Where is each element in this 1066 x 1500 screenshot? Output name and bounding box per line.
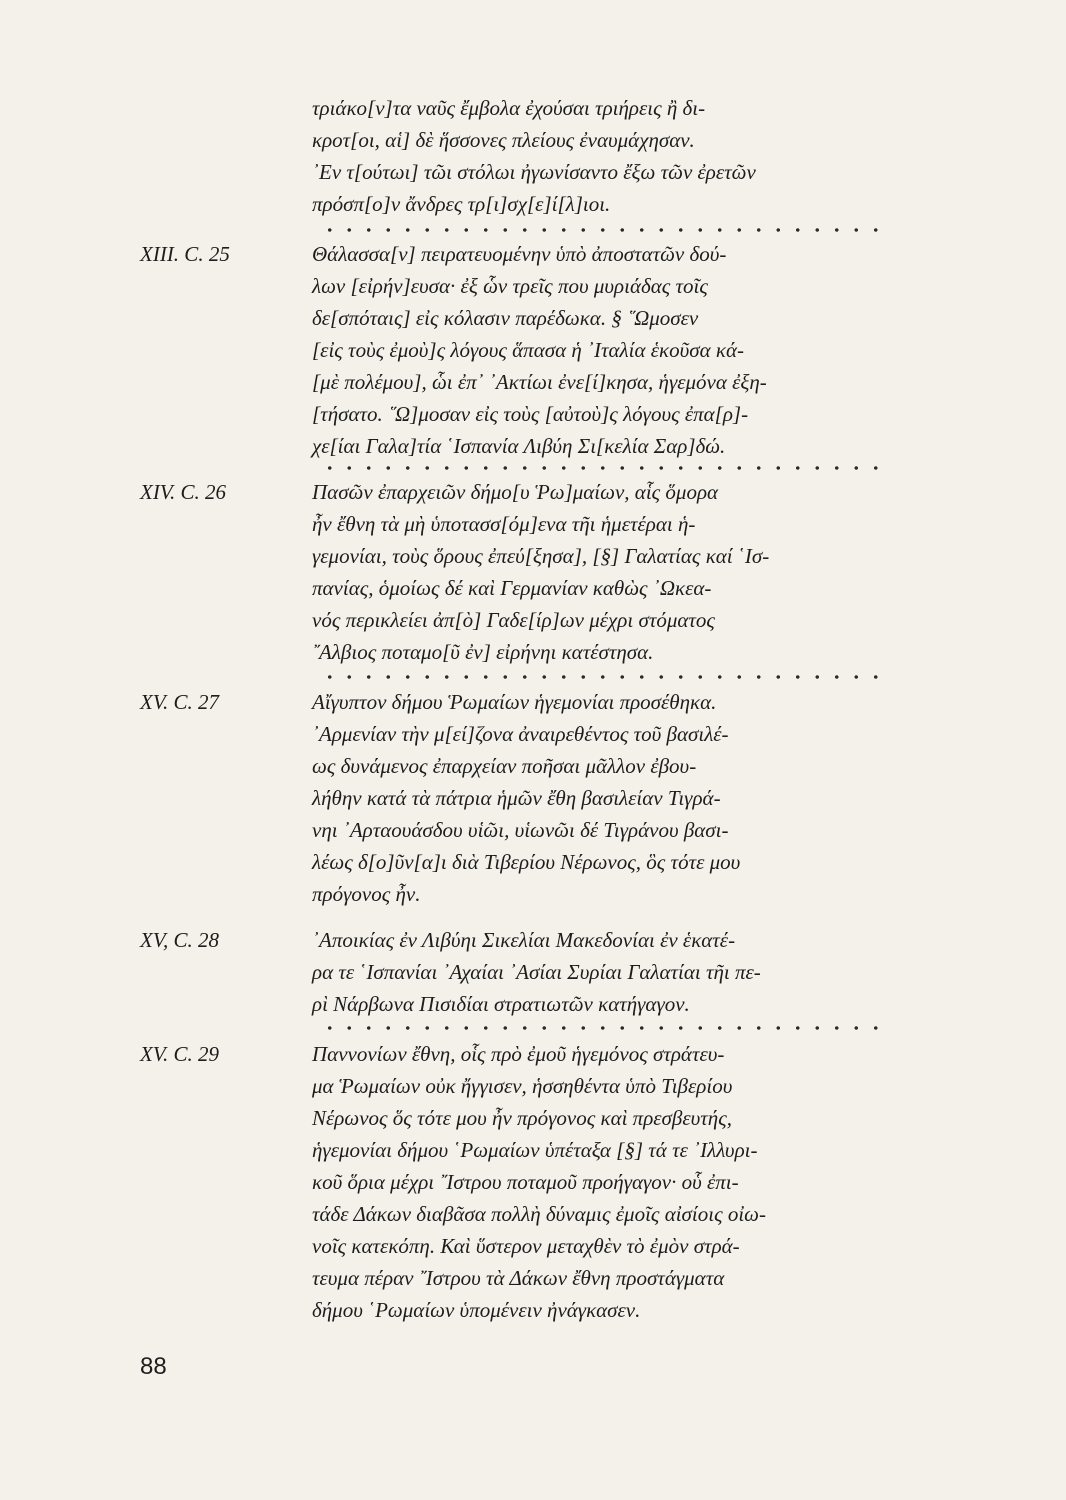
text-line: νηι ᾿Αρταουάσδου υἱῶι, υἱωνῶι δέ Τιγράνου βασι- bbox=[312, 818, 729, 842]
text-line: δε[σπόταις] εἰς κόλασιν παρέδωκα. § ῞Ωμοσεν bbox=[312, 306, 699, 330]
text-line: Νέρωνος ὅς τότε μου ἦν πρόγονος καὶ πρεσβευτής, bbox=[312, 1106, 732, 1130]
section-label: XIII. C. 25 bbox=[140, 242, 230, 266]
text-line: ᾿Εν τ[ούτωι] τῶι στόλωι ἠγωνίσαντο ἔξω τῶν ἐρετῶν bbox=[312, 160, 756, 184]
text-line: [μὲ πολέμου], ὧι ἐπ᾿ ᾿Ακτίωι ἐνε[ί]κησα, ἡγεμόνα ἐξη- bbox=[312, 370, 767, 394]
text-line: Παννονίων ἔθνη, οἷς πρὸ ἐμοῦ ἡγεμόνος στράτευ- bbox=[312, 1042, 725, 1066]
ellipsis-divider bbox=[320, 675, 890, 679]
text-line: τάδε Δάκων διαβᾶσα πολλὴ δύναμις ἐμοῖς αἰσίοις οἰω- bbox=[312, 1202, 767, 1226]
ellipsis-divider bbox=[320, 466, 890, 470]
text-line: ᾿Αποικίας ἐν Λιβύηι Σικελίαι Μακεδονίαι ἐν ἑκατέ- bbox=[312, 928, 736, 952]
text-line: Αἴγυπτον δήμου Ῥωμαίων ἡγεμονίαι προσέθηκα. bbox=[312, 690, 717, 714]
text-line: Θάλασσα[ν] πειρατευομένην ὑπὸ ἀποστατῶν δού- bbox=[312, 242, 727, 266]
text-line: λέως δ[ο]ῦν[α]ι διὰ Τιβερίου Νέρωνος, ὃς τότε μου bbox=[312, 850, 741, 874]
text-line: νός περικλείει ἀπ[ὸ] Γαδε[ίρ]ων μέχρι στόματος bbox=[312, 608, 715, 632]
text-line: [τήσατο. ῞Ω]μοσαν εἰς τοὺς [αὐτοὺ]ς λόγους ἐπα[ρ]- bbox=[312, 402, 749, 426]
text-line: γεμονίαι, τοὺς ὅρους ἐπεύ[ξησα], [§] Γαλατίας καί ῾Ισ- bbox=[312, 544, 770, 568]
ellipsis-divider bbox=[320, 228, 890, 232]
text-line: ρὶ Νάρβωνα Πισιδίαι στρατιωτῶν κατήγαγον. bbox=[312, 992, 690, 1016]
section-label: XV, C. 28 bbox=[140, 928, 219, 952]
text-line: πρόσπ[ο]ν ἄνδρες τρ[ι]σχ[ε]ί[λ]ιοι. bbox=[312, 192, 611, 216]
text-line: κροτ[οι, αἱ] δὲ ἥσσονες πλείους ἐναυμάχησαν. bbox=[312, 128, 695, 152]
text-line: πρόγονος ἦν. bbox=[312, 882, 421, 906]
text-line: ρα τε ῾Ισπανίαι ᾿Αχαίαι ᾿Ασίαι Συρίαι Γαλατίαι τῆι πε- bbox=[312, 960, 761, 984]
text-line: λων [εἰρήν]ευσα· ἐξ ὧν τρεῖς που μυριάδας τοῖς bbox=[312, 274, 708, 298]
section-label: XV. C. 27 bbox=[140, 690, 219, 714]
text-line: ἡγεμονίαι δήμου ῾Ρωμαίων ὑπέταξα [§] τά τε ᾿Ιλλυρι- bbox=[312, 1138, 758, 1162]
text-line: τριάκο[ν]τα ναῦς ἔμβολα ἐχούσαι τριήρεις ἢ δι- bbox=[312, 96, 706, 120]
text-line: ως δυνάμενος ἐπαρχείαν ποῆσαι μᾶλλον ἐβου- bbox=[312, 754, 697, 778]
text-line: τευμα πέραν ῎Ιστρου τὰ Δάκων ἔθνη προστάγματα bbox=[312, 1266, 725, 1290]
text-line: δήμου ῾Ρωμαίων ὑπομένειν ἠνάγκασεν. bbox=[312, 1298, 641, 1322]
text-line: Πασῶν ἐπαρχειῶν δήμο[υ Ῥω]μαίων, αἷς ὅμορα bbox=[312, 480, 719, 504]
text-line: ᾿Αρμενίαν τὴν μ[εί]ζονα ἀναιρεθέντος τοῦ βασιλέ- bbox=[312, 722, 729, 746]
text-line: χε[ίαι Γαλα]τία ῾Ισπανία Λιβύη Σι[κελία Σαρ]δώ. bbox=[312, 434, 726, 458]
text-line: κοῦ ὅρια μέχρι ῎Ιστρου ποταμοῦ προήγαγον· οὗ ἐπι- bbox=[312, 1170, 739, 1194]
text-line: μα Ῥωμαίων οὐκ ἤγγισεν, ἡσσηθέντα ὑπὸ Τιβερίου bbox=[312, 1074, 733, 1098]
text-line: [εἰς τοὺς ἐμοὺ]ς λόγους ἅπασα ἡ ᾿Ιταλία ἑκοῦσα κά- bbox=[312, 338, 744, 362]
text-line: ῎Αλβιος ποταμο[ῦ ἐν] εἰρήνηι κατέστησα. bbox=[312, 640, 654, 664]
ellipsis-divider bbox=[320, 1026, 890, 1030]
text-line: λήθην κατά τὰ πάτρια ἡμῶν ἔθη βασιλείαν Τιγρά- bbox=[312, 786, 721, 810]
text-line: πανίας, ὁμοίως δέ καὶ Γερμανίαν καθὼς ᾿Ωκεα- bbox=[312, 576, 712, 600]
section-label: XIV. C. 26 bbox=[140, 480, 226, 504]
text-line: ἦν ἔθνη τὰ μὴ ὑποτασσ[όμ]ενα τῆι ἡμετέραι ἡ- bbox=[312, 512, 696, 536]
section-label: XV. C. 29 bbox=[140, 1042, 219, 1066]
page-number: 88 bbox=[140, 1353, 167, 1380]
text-line: νοῖς κατεκόπη. Καὶ ὕστερον μεταχθὲν τὸ ἐμὸν στρά- bbox=[312, 1234, 740, 1258]
